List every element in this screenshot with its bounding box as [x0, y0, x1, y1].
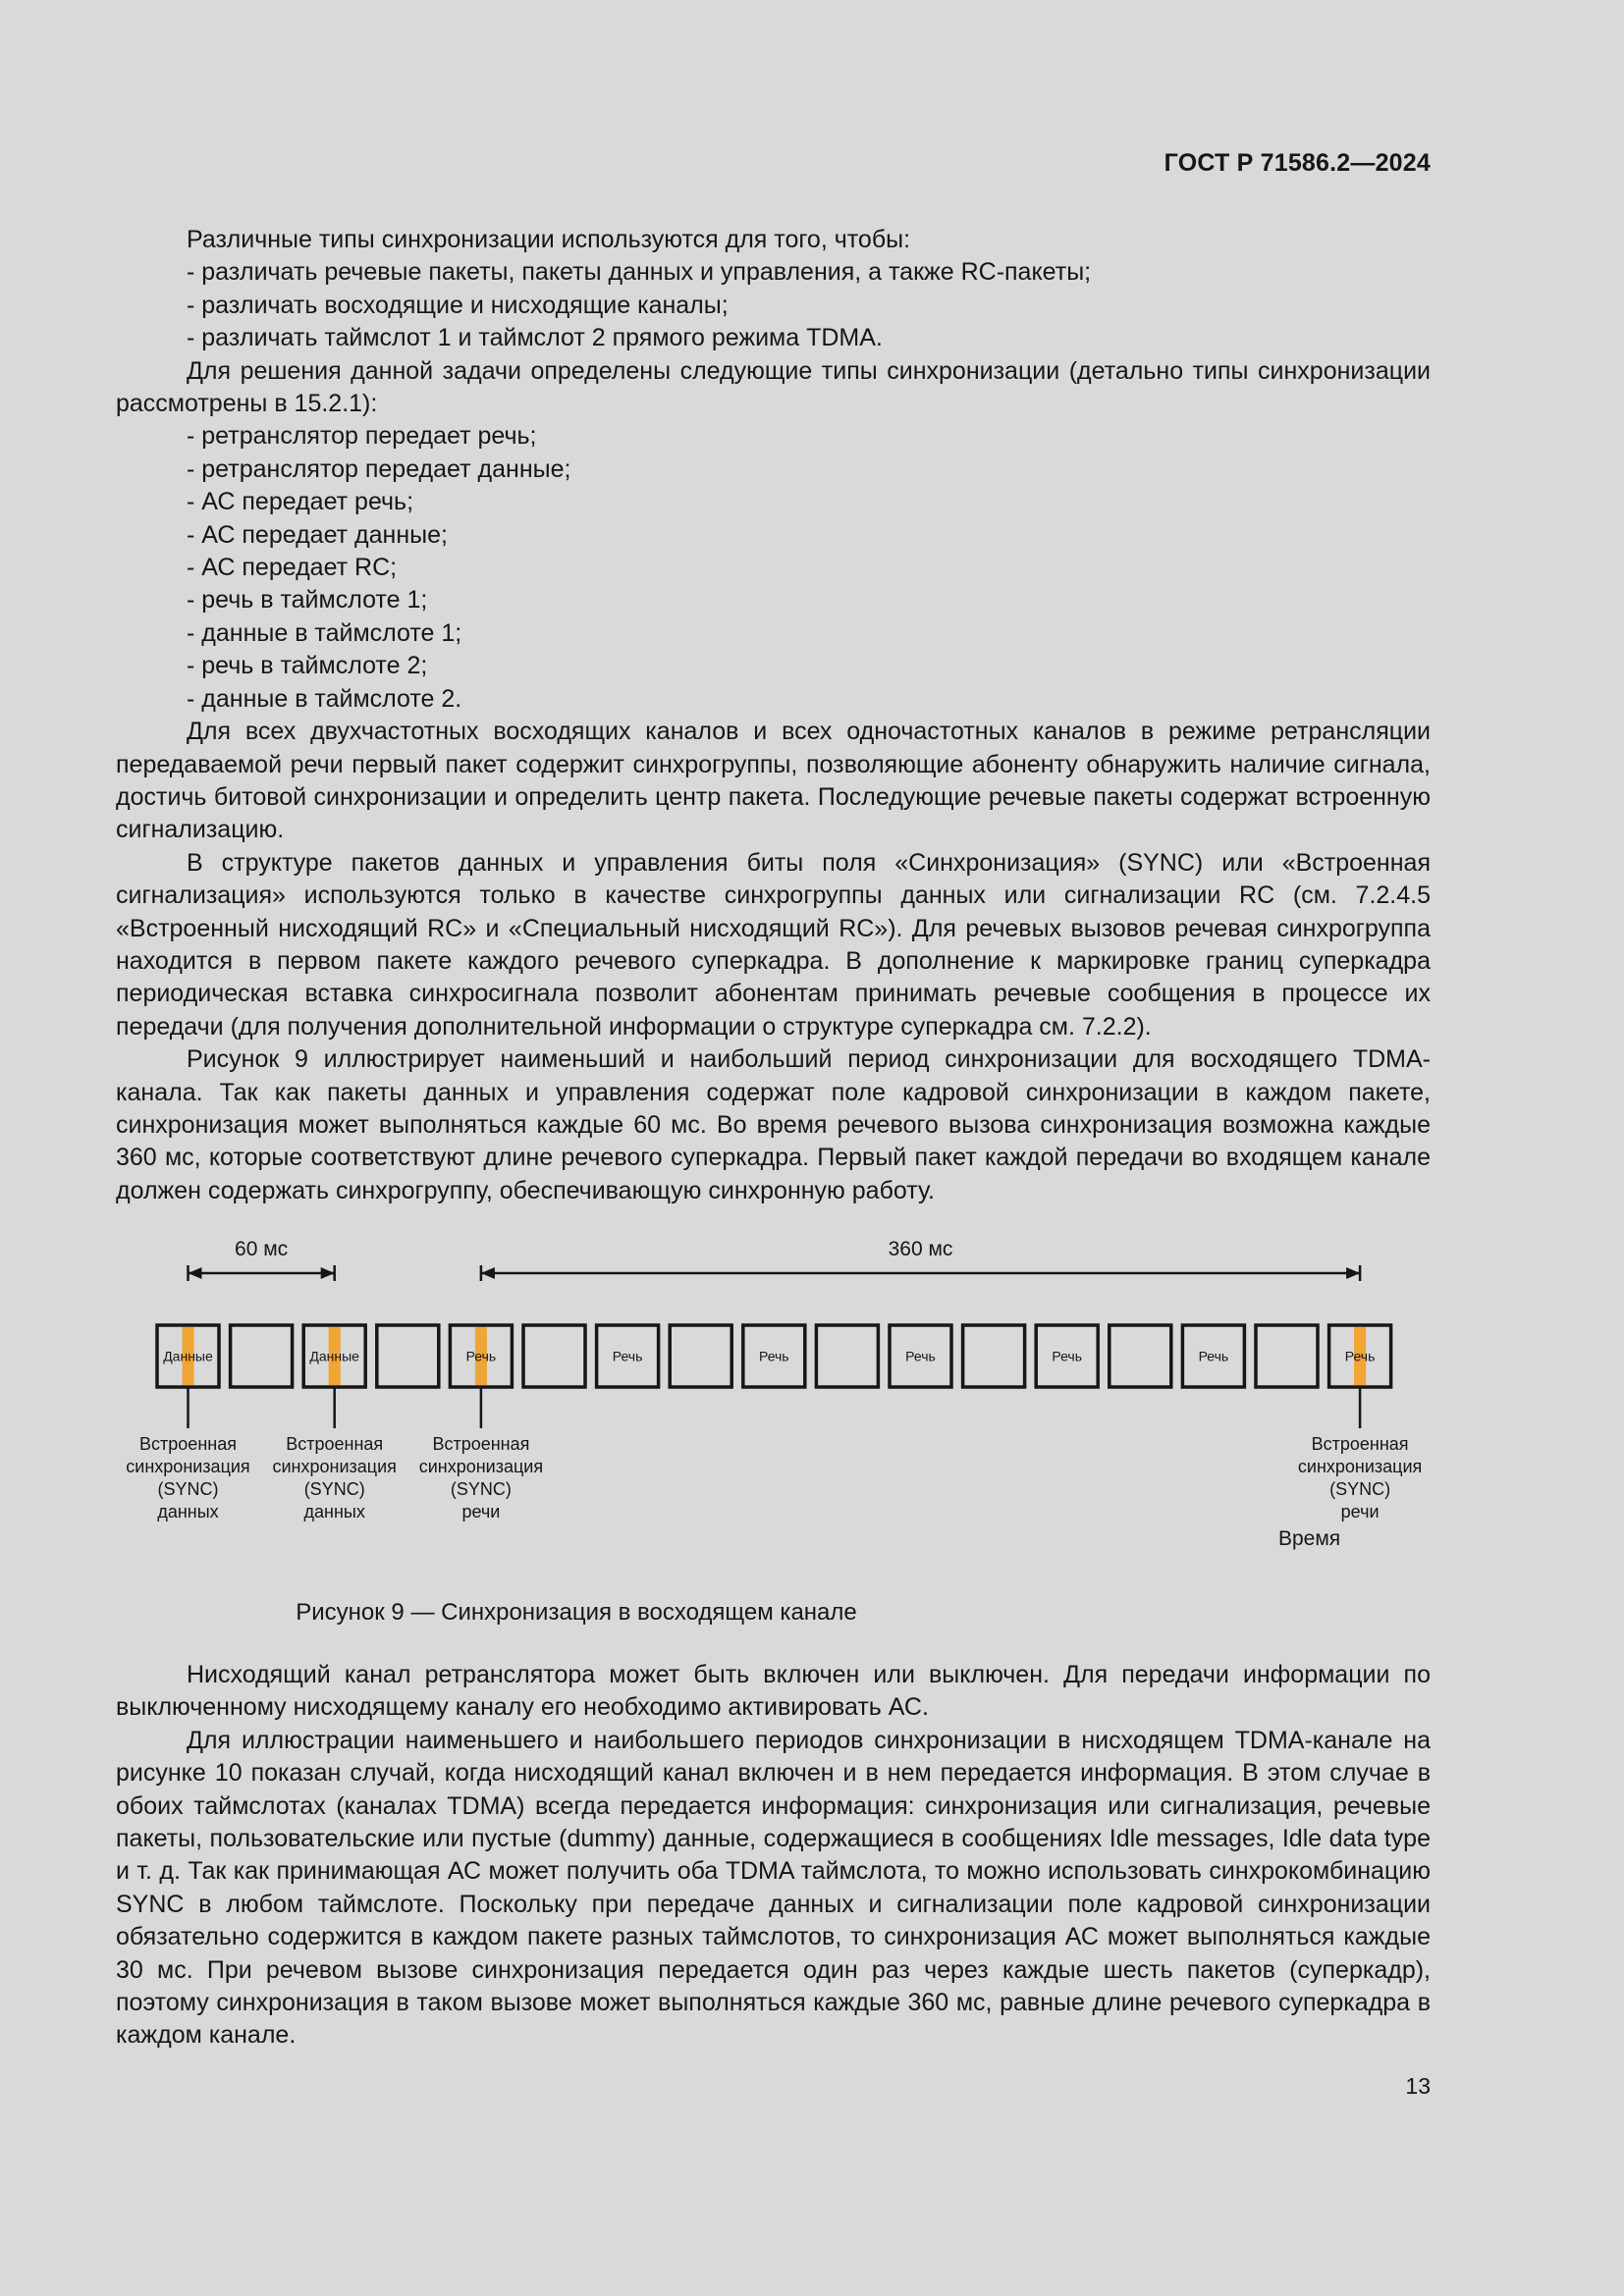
annotation-text: (SYNC): [303, 1479, 365, 1499]
figure-caption: [0, 1599, 1624, 1627]
list-item: - ретранслятор передает данные;: [187, 454, 571, 483]
label-360ms: 360 мс: [888, 1238, 953, 1260]
annotation-text: (SYNC): [157, 1479, 219, 1499]
paragraph: Различные типы синхронизации используются для того, чтобы:: [187, 226, 911, 253]
annotation-text: речи: [1340, 1502, 1380, 1522]
annotation-text: синхронизация: [418, 1457, 544, 1476]
list-item: - различать восходящие и нисходящие каналы;: [187, 291, 729, 319]
slot-box: [231, 1325, 293, 1387]
paragraph: Для решения данной задачи определены следующие типы синхронизации (детально типы синхронизации рассмотрены в 15.2.1):: [116, 356, 1431, 418]
annotation-text: речи: [461, 1502, 501, 1522]
paragraph: Для всех двухчастотных восходящих каналов и всех одночастотных каналов в режиме ретрансляции передаваемой речи первый пакет содержит синхрогруппы, позволяющие абоненту обнаружить наличие сигнала, достичь битовой синхронизации и определить центр пакета. Последующие речевые пакеты содержат встроенную сигнализацию.: [116, 718, 1431, 844]
arrow-360ms-head-right: [1346, 1267, 1360, 1279]
slot-label: Данные: [163, 1348, 213, 1364]
annotation-text: Встроенная: [286, 1434, 384, 1454]
slot-label: Данные: [309, 1348, 359, 1364]
annotation-text: Встроенная: [1311, 1434, 1409, 1454]
list-item: - АС передает данные;: [187, 520, 448, 549]
list-item: - АС передает RC;: [187, 554, 398, 582]
paragraph: В структуре пакетов данных и управления биты поля «Синхронизация» (SYNC) или «Встроенная сигнализация» используются только в качестве синхрогруппы данных или сигнализации RC (см. 7.2.4.5 «Встроенный нисходящий RC» и «Специальный нисходящий RC»). Для речевых вызовов речевая синхрогруппа находится в первом пакете каждого речевого суперкадра. В дополнение к маркировке границ суперкадра периодическая вставка синхросигнала позволит абонентам принимать речевые сообщения в процессе их передачи (для получения дополнительной информации о структуре суперкадра см. 7.2.2).: [116, 848, 1431, 1041]
list-item: - данные в таймслоте 1;: [187, 618, 462, 647]
slot-box: [816, 1325, 878, 1387]
page-number: 13: [1405, 2073, 1431, 2099]
slot-box: [963, 1325, 1025, 1387]
slot-box: [670, 1325, 731, 1387]
annotation-text: синхронизация: [126, 1457, 250, 1476]
slot-label: Речь: [1344, 1348, 1376, 1364]
arrow-60ms-head-right: [321, 1267, 335, 1279]
body-text-bottom: [116, 1659, 1431, 2053]
list-item: - АС передает речь;: [187, 488, 414, 516]
arrow-360ms-head-left: [481, 1267, 495, 1279]
slot-box: [1110, 1325, 1171, 1387]
list-item: - различать речевые пакеты, пакеты данных и управления, а также RC-пакеты;: [187, 258, 1092, 287]
slot-box: [1256, 1325, 1318, 1387]
slot-label: Речь: [758, 1348, 789, 1364]
annotation-text: синхронизация: [272, 1457, 397, 1476]
annotation-text: (SYNC): [1329, 1479, 1391, 1499]
list-item: - данные в таймслоте 2.: [187, 684, 462, 713]
slot-box: [523, 1325, 585, 1387]
annotation-text: данных: [303, 1502, 365, 1522]
paragraph: Для иллюстрации наименьшего и наибольшего периодов синхронизации в нисходящем TDMA-канале на рисунке 10 показан случай, когда нисходящий канал включен и в нем передается информация. В этом случае в обоих таймслотах (каналах TDMA) всегда передается информация: синхронизация или сигнализация, речевые пакеты, пользовательские или пустые (dummy) данные, содержащиеся в сообщениях Idle messages, Idle data type и т. д. Так как принимающая АС может получить оба TDMA таймслота, то можно использовать синхрокомбинацию SYNC в любом таймслоте. Поскольку при передаче данных и сигнализации поле кадровой синхронизации обязательно содержится в каждом пакете разных таймслотов, то синхронизация АС может выполняться каждые 30 мс. При речевом вызове синхронизация передается один раз через каждые шесть пакетов (суперкадр), поэтому синхронизация в таком вызове может выполняться каждые 360 мс, равные длине речевого суперкадра в каждом канале.: [116, 1726, 1431, 2050]
figure-uplink-sync: [0, 1227, 1624, 1561]
annotation-text: (SYNC): [450, 1479, 512, 1499]
paragraph: Нисходящий канал ретранслятора может быть включен или выключен. Для передачи информации по выключенному нисходящему каналу его необходимо активировать АС.: [116, 1661, 1431, 1722]
annotation-text: синхронизация: [1297, 1457, 1423, 1476]
slot-label: Речь: [465, 1348, 497, 1364]
list-item: - речь в таймслоте 2;: [187, 652, 428, 680]
list-item: - ретранслятор передает речь;: [187, 422, 537, 451]
annotation-text: Встроенная: [432, 1434, 530, 1454]
figure-caption-text: Рисунок 9 — Синхронизация в восходящем канале: [296, 1599, 857, 1626]
time-axis-label: Время: [1278, 1527, 1341, 1550]
document-header: ГОСТ Р 71586.2—2024: [1164, 149, 1431, 177]
list-item: - речь в таймслоте 1;: [187, 586, 428, 614]
annotation-text: Встроенная: [139, 1434, 237, 1454]
slot-label: Речь: [905, 1348, 936, 1364]
slot-box: [377, 1325, 439, 1387]
slot-label: Речь: [1052, 1348, 1083, 1364]
arrow-60ms-head-left: [189, 1267, 202, 1279]
body-text-top: [116, 224, 1431, 1207]
sync-diagram: [0, 1227, 1624, 1561]
slot-label: Речь: [1198, 1348, 1229, 1364]
annotation-text: данных: [157, 1502, 219, 1522]
label-60ms: 60 мс: [235, 1238, 289, 1260]
slot-label: Речь: [612, 1348, 643, 1364]
paragraph: Рисунок 9 иллюстрирует наименьший и наибольший период синхронизации для восходящего TDMA-канала. Так как пакеты данных и управления содержат поле кадровой синхронизации в каждом пакете, синхронизация может выполняться каждые 60 мс. Во время речевого вызова синхронизация возможна каждые 360 мс, которые соответствуют длине речевого суперкадра. Первый пакет каждой передачи во входящем канале должен содержать синхрогруппу, обеспечивающую синхронную работу.: [116, 1045, 1431, 1204]
list-item: - различать таймслот 1 и таймслот 2 прямого режима TDMA.: [187, 324, 883, 352]
